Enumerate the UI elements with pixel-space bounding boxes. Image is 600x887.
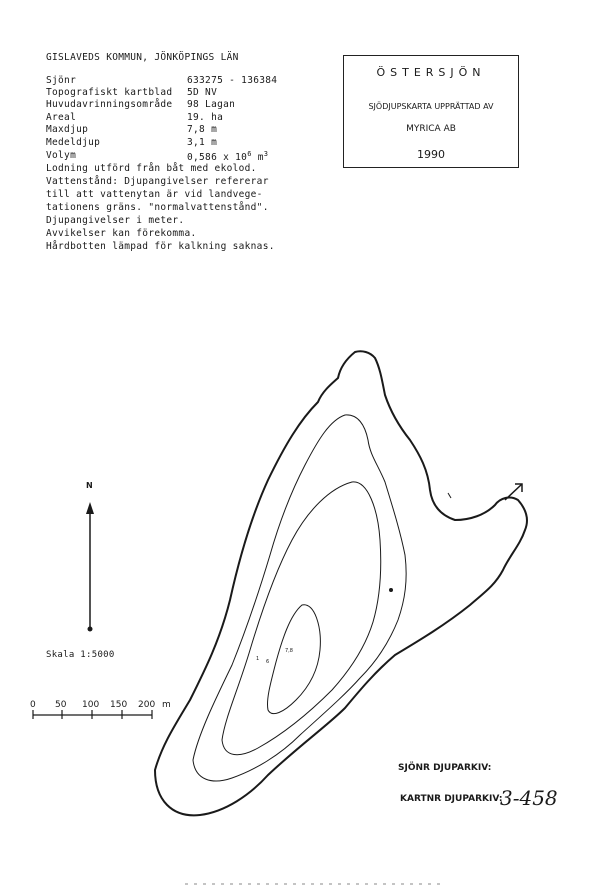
sounding-point	[389, 588, 393, 592]
lake-name: ÖSTERSJÖN	[376, 66, 486, 79]
scale-tick-label: 0	[30, 700, 36, 710]
depth-label-6: 6	[266, 659, 270, 665]
info-value: 19. ha	[187, 112, 224, 123]
depth-contour-7m	[267, 605, 320, 714]
note-line: Avvikelser kan förekomma.	[46, 228, 197, 239]
depth-label-1: 1	[256, 656, 260, 662]
info-label: Maxdjup	[46, 124, 89, 135]
scale-tick-label: 150	[110, 700, 128, 710]
info-label: Topografiskt kartblad	[46, 87, 173, 98]
note-line: Lodning utförd från båt med ekolod.	[46, 163, 257, 174]
note-line: till att vattenytan är vid landvege-	[46, 189, 263, 200]
info-label: Volym	[46, 150, 77, 161]
info-value: 3,1 m	[187, 137, 218, 148]
info-label: Medeldjup	[46, 137, 101, 148]
info-value: 633275 - 136384	[187, 75, 278, 86]
north-arrow-head	[86, 502, 94, 514]
info-value: 98 Lagan	[187, 99, 236, 110]
shore-mark	[448, 493, 451, 498]
info-label: Areal	[46, 112, 77, 123]
scale-tick-label: 50	[55, 700, 67, 710]
scale-tick-label: 200	[138, 700, 156, 710]
depth-contour-6m	[222, 482, 381, 755]
volume-value: 0,586 x $10^6$ $m^3$	[187, 150, 269, 164]
note-line: Vattenstånd: Djupangivelser refererar	[46, 176, 269, 187]
north-arrow-base	[88, 627, 93, 632]
info-label: Huvudavrinningsområde	[46, 99, 173, 110]
survey-credit: SJÖDJUPSKARTA UPPRÄTTAD AV	[368, 102, 494, 111]
note-line: Djupangivelser i meter.	[46, 215, 185, 226]
depth-label-max: 7,8	[285, 648, 293, 654]
municipality-header: GISLAVEDS KOMMUN, JÖNKÖPINGS LÄN	[46, 52, 239, 63]
company-name: MYRICA AB	[406, 124, 456, 134]
scale-tick-label: m	[162, 700, 171, 710]
note-line: Hårdbotten lämpad för kalkning saknas.	[46, 241, 275, 252]
shoreline	[155, 351, 527, 815]
info-value: 5D NV	[187, 87, 218, 98]
scale-tick-label: 100	[82, 700, 100, 710]
info-value: 7,8 m	[187, 124, 218, 135]
north-label: N	[86, 481, 93, 490]
info-label: Sjönr	[46, 75, 77, 86]
archive-map-number-value: 3-458	[500, 786, 558, 810]
note-line: tationens gräns. "normalvattenstånd".	[46, 202, 269, 213]
archive-map-number-label: KARTNR DJUPARKIV:	[400, 794, 503, 804]
survey-year: 1990	[417, 148, 445, 161]
archive-lake-number-label: SJÖNR DJUPARKIV:	[398, 763, 492, 773]
scale-label: Skala 1:5000	[46, 650, 115, 660]
